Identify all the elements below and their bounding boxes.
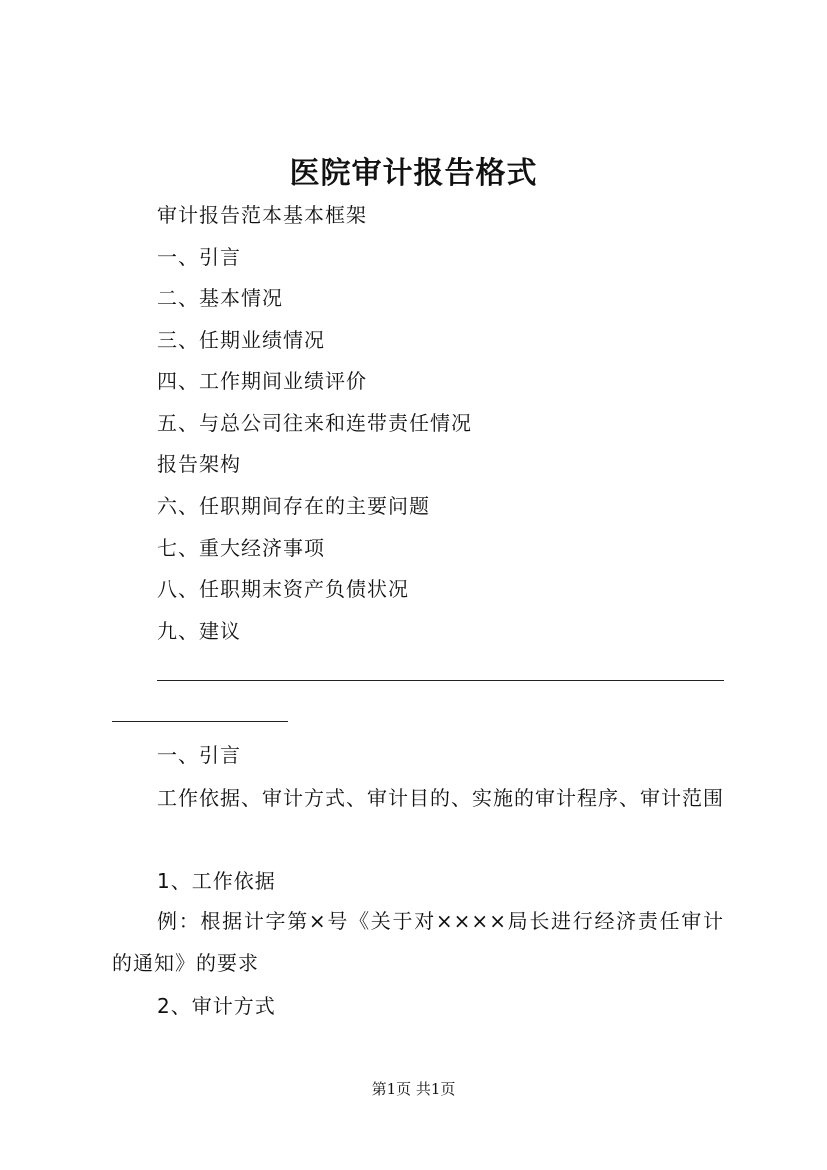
outline-item: 一、引言 [157,245,241,269]
outline-heading: 审计报告范本基本框架 [157,203,367,227]
divider-line [157,680,724,681]
item2-heading: 2、审计方式 [157,994,276,1018]
page-footer: 第1页 共1页 [371,1080,456,1098]
item1-example-paragraph: 例：根据计字第×号《关于对××××局长进行经济责任审计的通知》的要求 [112,909,724,975]
outline-item: 四、工作期间业绩评价 [157,369,367,393]
outline-item: 报告架构 [157,452,241,476]
document-title: 医院审计报告格式 [289,156,538,191]
outline-item: 七、重大经济事项 [157,536,325,560]
intro-paragraph: 工作依据、审计方式、审计目的、实施的审计程序、审计范围 [157,786,724,810]
outline-item: 五、与总公司往来和连带责任情况 [157,411,472,435]
outline-item: 九、建议 [157,619,241,643]
divider-line-continuation [112,721,288,722]
outline-item: 三、任期业绩情况 [157,328,325,352]
item1-heading: 1、工作依据 [157,869,276,893]
outline-item: 二、基本情况 [157,286,283,310]
outline-item: 六、任职期间存在的主要问题 [157,494,430,518]
section-heading-intro: 一、引言 [157,743,241,767]
outline-item: 八、任职期末资产负债状况 [157,577,409,601]
